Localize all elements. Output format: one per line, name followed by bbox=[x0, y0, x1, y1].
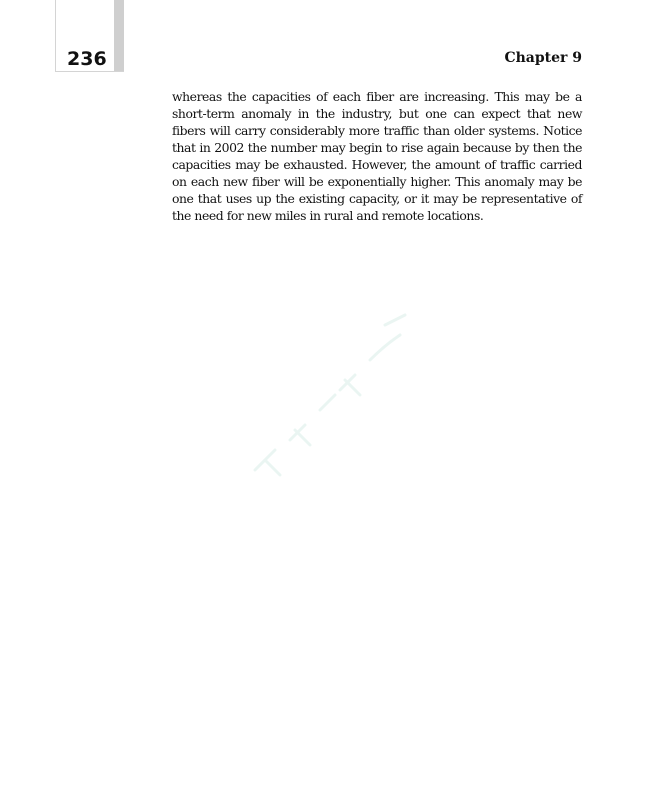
body-line: short-term anomaly in the industry, but one can expect that new bbox=[172, 106, 582, 121]
body-line: on each new fiber will be exponentially higher. This anomaly may be bbox=[172, 174, 582, 189]
body-paragraph bbox=[172, 88, 582, 224]
body-line: that in 2002 the number may begin to rise again because by then the bbox=[172, 140, 582, 155]
body-line: one that uses up the existing capacity, or it may be representative of bbox=[172, 191, 582, 206]
body-line: the need for new miles in rural and remote locations. bbox=[172, 208, 484, 223]
watermark-image bbox=[235, 300, 425, 490]
body-line: capacities may be exhausted. However, the amount of traffic carried bbox=[172, 157, 582, 172]
page-tab-bar bbox=[114, 0, 124, 71]
running-head-chapter: Chapter 9 bbox=[504, 50, 582, 66]
body-line: fibers will carry considerably more traffic than older systems. Notice bbox=[172, 123, 582, 138]
body-line: whereas the capacities of each fiber are increasing. This may be a bbox=[172, 89, 582, 104]
page-number-tab bbox=[55, 0, 124, 72]
page-number: 236 bbox=[67, 48, 107, 70]
